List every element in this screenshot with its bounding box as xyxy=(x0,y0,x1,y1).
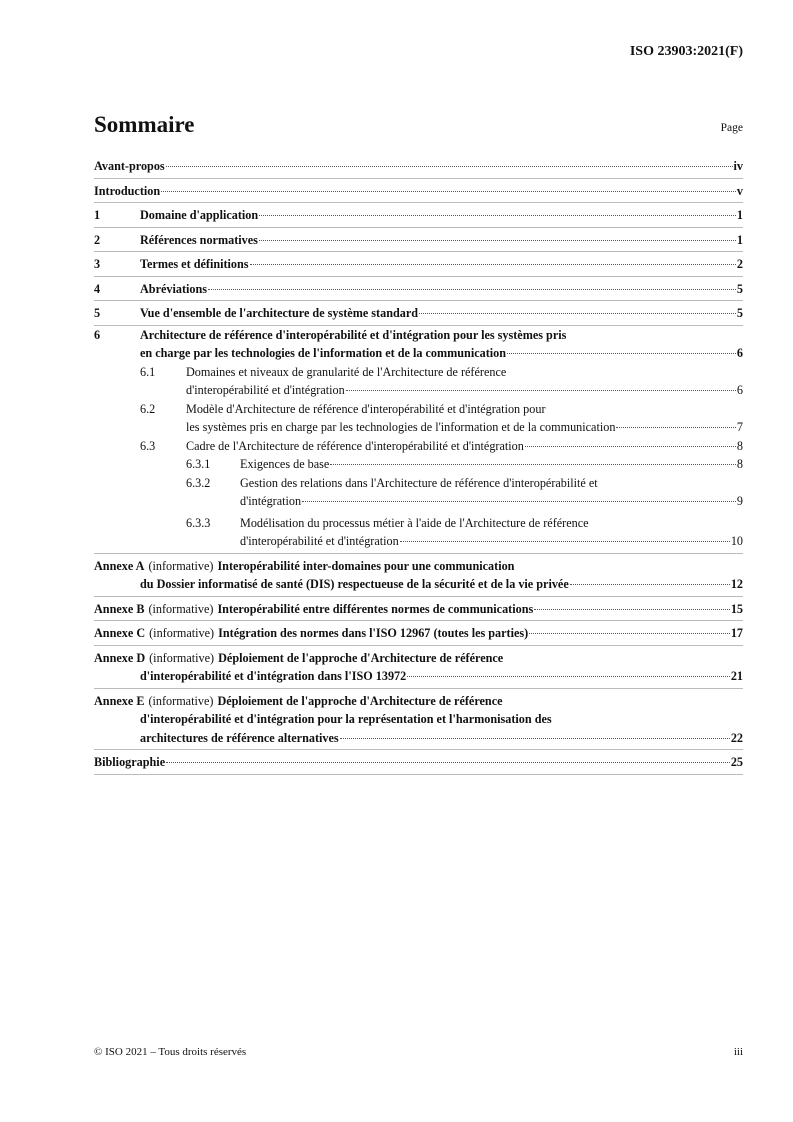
toc-title[interactable]: Vue d'ensemble de l'architecture de système standard xyxy=(140,306,419,320)
annex-label: Annexe E xyxy=(94,693,145,708)
toc-page-number[interactable]: 1 xyxy=(736,232,743,247)
toc-entry[interactable] xyxy=(94,621,743,646)
toc-page-number[interactable]: 1 xyxy=(736,208,743,222)
dot-leader xyxy=(507,353,736,354)
dot-leader xyxy=(570,584,730,585)
toc-title[interactable]: Modélisation du processus métier à l'aide de l'Architecture de référence xyxy=(240,515,589,530)
document-id: ISO 23903:2021(F) xyxy=(629,44,743,59)
toc-line xyxy=(94,304,743,323)
toc-page-number[interactable]: 10 xyxy=(730,534,743,548)
toc-page-number[interactable]: iv xyxy=(733,159,743,173)
toc-page-number[interactable]: 5 xyxy=(736,306,743,320)
dot-leader xyxy=(250,264,736,265)
toc-text xyxy=(186,363,743,382)
dot-leader xyxy=(525,446,736,447)
toc-text xyxy=(140,255,743,274)
toc-title[interactable]: d'interopérabilité et d'intégration pour la représentation et l'harmonisation des xyxy=(140,712,552,726)
toc-text xyxy=(94,692,743,711)
toc-text xyxy=(240,474,743,493)
toc-line xyxy=(94,600,743,619)
toc-text xyxy=(94,649,743,668)
toc-text xyxy=(140,206,743,225)
toc-title[interactable]: Interopérabilité entre différentes normes de communications xyxy=(217,601,534,616)
dot-leader xyxy=(534,609,730,610)
toc-line xyxy=(94,729,743,748)
toc-entry[interactable] xyxy=(94,326,743,363)
toc-entry[interactable] xyxy=(94,228,743,253)
toc-text xyxy=(240,532,743,551)
toc-line xyxy=(94,381,743,400)
toc-line xyxy=(94,649,743,668)
toc-text xyxy=(140,344,743,363)
toc-line xyxy=(94,692,743,711)
toc-entry[interactable] xyxy=(94,179,743,204)
dot-leader xyxy=(340,738,730,739)
toc-title[interactable]: Interopérabilité inter-domaines pour une communication xyxy=(217,558,515,573)
toc-number: 6.2 xyxy=(140,401,156,416)
toc-title[interactable]: Déploiement de l'approche d'Architecture de référence xyxy=(218,650,504,665)
toc-page-number[interactable]: 8 xyxy=(736,457,743,471)
toc-text xyxy=(140,667,743,686)
toc-text xyxy=(186,418,743,437)
toc-number: 4 xyxy=(94,281,101,296)
toc-entry[interactable] xyxy=(94,455,743,474)
toc-line xyxy=(94,231,743,250)
dot-leader xyxy=(166,762,730,763)
toc-line xyxy=(94,400,743,419)
annex-type: (informative) xyxy=(148,601,214,616)
toc-title[interactable]: Exigences de base xyxy=(240,457,330,471)
copyright: © ISO 2021 – Tous droits réservés xyxy=(94,1046,247,1058)
toc-title[interactable]: Intégration des normes dans l'ISO 12967 (toutes les parties) xyxy=(218,626,529,640)
toc-number: 2 xyxy=(94,232,101,247)
toc-text xyxy=(140,575,743,594)
toc-text xyxy=(186,437,743,456)
toc-entry[interactable] xyxy=(94,511,743,554)
toc-line xyxy=(94,344,743,363)
toc-text xyxy=(94,182,743,201)
page-title: Sommaire xyxy=(94,112,195,137)
toc-entry[interactable] xyxy=(94,154,743,179)
dot-leader xyxy=(529,633,730,634)
toc-number: 6.3.1 xyxy=(186,457,211,471)
toc-page-number[interactable]: 12 xyxy=(730,577,743,591)
annex-type: (informative) xyxy=(149,650,215,665)
toc-title[interactable]: architectures de référence alternatives xyxy=(140,730,339,745)
dot-leader xyxy=(400,541,730,542)
toc-title[interactable]: Termes et définitions xyxy=(140,257,249,271)
dot-leader xyxy=(419,313,736,314)
toc-entry[interactable] xyxy=(94,646,743,689)
dot-leader xyxy=(407,676,730,677)
toc-line xyxy=(94,667,743,686)
toc-entry[interactable] xyxy=(94,437,743,456)
toc-number: 6.3.2 xyxy=(186,475,211,490)
annex-type: (informative) xyxy=(149,626,215,640)
page-number: iii xyxy=(733,1046,743,1058)
toc-line xyxy=(94,363,743,382)
toc-text xyxy=(240,492,743,511)
toc-title[interactable]: Domaine d'application xyxy=(140,208,259,222)
toc-page-number[interactable]: 7 xyxy=(736,420,743,434)
toc-text xyxy=(94,753,743,772)
toc-entry[interactable] xyxy=(94,363,743,400)
dot-leader xyxy=(166,166,733,167)
toc-page-number[interactable]: v xyxy=(736,183,743,198)
annex-label: Annexe B xyxy=(94,601,145,616)
toc-title[interactable]: Introduction xyxy=(94,183,161,198)
toc-title[interactable]: Domaines et niveaux de granularité de l'Architecture de référence xyxy=(186,364,507,379)
toc-title[interactable]: Cadre de l'Architecture de référence d'interopérabilité et d'intégration xyxy=(186,438,524,453)
dot-leader xyxy=(208,289,736,290)
toc-line xyxy=(94,753,743,772)
toc-text xyxy=(140,304,743,323)
toc-title[interactable]: d'interopérabilité et d'intégration xyxy=(240,534,399,548)
toc-text xyxy=(186,400,743,419)
toc-title[interactable]: Gestion des relations dans l'Architecture de référence d'interopérabilité et xyxy=(240,475,598,490)
annex-label: Annexe D xyxy=(94,650,146,665)
toc-line xyxy=(94,492,743,511)
toc-entry[interactable] xyxy=(94,750,743,775)
toc-title[interactable]: d'interopérabilité et d'intégration xyxy=(186,383,345,397)
toc-page-number[interactable]: 2 xyxy=(736,257,743,271)
dot-leader xyxy=(616,427,735,428)
toc-entry[interactable] xyxy=(94,689,743,751)
toc-title[interactable]: Architecture de référence d'interopérabilité et d'intégration pour les systèmes pris xyxy=(140,327,567,342)
toc-title[interactable]: Modèle d'Architecture de référence d'interopérabilité et d'intégration pour xyxy=(186,401,546,416)
toc-line xyxy=(94,624,743,643)
toc-text xyxy=(186,381,743,400)
dot-leader xyxy=(302,501,736,502)
toc-page-number[interactable]: 15 xyxy=(730,601,743,616)
annex-label: Annexe C xyxy=(94,626,146,640)
toc-text xyxy=(94,557,743,576)
toc-text xyxy=(240,514,743,533)
toc-line xyxy=(94,455,743,474)
toc-text xyxy=(140,231,743,250)
toc-number: 6 xyxy=(94,327,101,342)
toc-line xyxy=(94,280,743,299)
toc-title[interactable]: Références normatives xyxy=(140,232,258,247)
page-column-label: Page xyxy=(720,122,743,134)
toc-title[interactable]: les systèmes pris en charge par les technologies de l'information et de la communication xyxy=(186,420,616,434)
toc-page-number[interactable]: 9 xyxy=(736,494,743,508)
toc-text xyxy=(140,326,743,345)
toc-text xyxy=(94,600,743,619)
toc-entry[interactable] xyxy=(94,301,743,326)
toc-title[interactable]: Déploiement de l'approche d'Architecture de référence xyxy=(217,693,503,708)
table-of-contents xyxy=(94,154,743,775)
toc-line xyxy=(94,474,743,493)
dot-leader xyxy=(346,390,736,391)
toc-line xyxy=(94,710,743,729)
dot-leader xyxy=(161,191,736,192)
toc-entry[interactable] xyxy=(94,203,743,228)
annex-label: Annexe A xyxy=(94,558,145,573)
toc-number: 3 xyxy=(94,257,101,271)
toc-line xyxy=(94,514,743,533)
toc-line xyxy=(94,418,743,437)
toc-text xyxy=(94,624,743,643)
toc-number: 6.3 xyxy=(140,438,156,453)
toc-title[interactable]: Abréviations xyxy=(140,281,208,296)
toc-title[interactable]: Bibliographie xyxy=(94,755,166,769)
annex-type: (informative) xyxy=(148,558,214,573)
toc-page-number[interactable]: 8 xyxy=(736,438,743,453)
dot-leader xyxy=(259,215,736,216)
toc-number: 1 xyxy=(94,208,101,222)
toc-page-number[interactable]: 25 xyxy=(730,755,743,769)
toc-line xyxy=(94,182,743,201)
toc-title[interactable]: en charge par les technologies de l'information et de la communication xyxy=(140,346,507,360)
toc-line xyxy=(94,532,743,551)
toc-text xyxy=(140,280,743,299)
toc-page-number[interactable]: 22 xyxy=(730,730,743,745)
toc-line xyxy=(94,437,743,456)
toc-title[interactable]: du Dossier informatisé de santé (DIS) respectueuse de la sécurité et de la vie privée xyxy=(140,577,569,591)
toc-page-number[interactable]: 21 xyxy=(730,669,743,683)
toc-line xyxy=(94,575,743,594)
toc-line xyxy=(94,206,743,225)
toc-entry[interactable] xyxy=(94,474,743,511)
toc-text xyxy=(140,729,743,748)
toc-line xyxy=(94,326,743,345)
toc-text xyxy=(240,455,743,474)
toc-line xyxy=(94,255,743,274)
toc-page-number[interactable]: 5 xyxy=(736,281,743,296)
toc-text xyxy=(140,710,743,729)
toc-entry[interactable] xyxy=(94,554,743,597)
toc-title[interactable]: d'interopérabilité et d'intégration dans l'ISO 13972 xyxy=(140,669,407,683)
toc-title[interactable]: d'intégration xyxy=(240,494,302,508)
toc-title[interactable]: Avant-propos xyxy=(94,159,165,173)
toc-entry[interactable] xyxy=(94,252,743,277)
toc-line xyxy=(94,557,743,576)
toc-entry[interactable] xyxy=(94,597,743,622)
toc-page-number[interactable]: 17 xyxy=(730,626,743,640)
toc-number: 5 xyxy=(94,306,101,320)
annex-type: (informative) xyxy=(148,693,214,708)
toc-line xyxy=(94,157,743,176)
toc-number: 6.1 xyxy=(140,364,156,379)
toc-text xyxy=(94,157,743,176)
toc-page-number[interactable]: 6 xyxy=(736,383,743,397)
toc-entry[interactable] xyxy=(94,400,743,437)
toc-number: 6.3.3 xyxy=(186,515,211,530)
dot-leader xyxy=(259,240,736,241)
toc-entry[interactable] xyxy=(94,277,743,302)
dot-leader xyxy=(330,464,736,465)
toc-page-number[interactable]: 6 xyxy=(736,346,743,360)
